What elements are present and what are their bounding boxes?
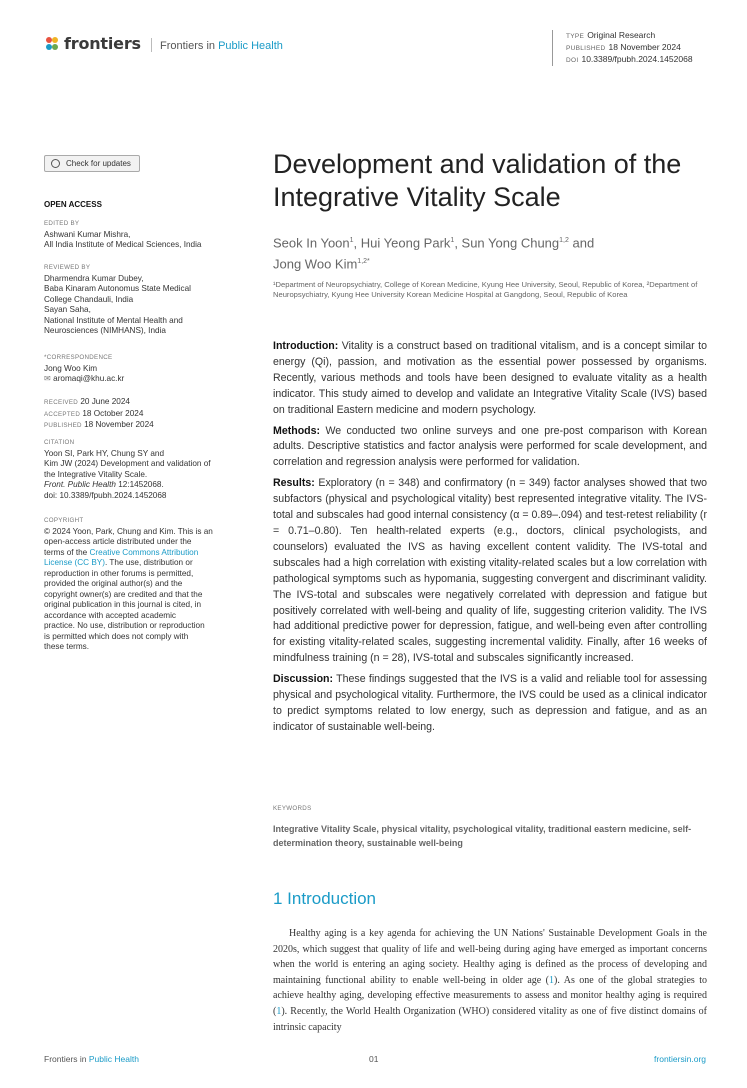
affiliation-marker: 1,2* — [357, 258, 370, 266]
journal-name[interactable] — [151, 38, 283, 52]
reference-link[interactable]: 1 — [276, 1005, 282, 1017]
copyright-line: copyright owner(s) are credited and that the — [44, 589, 203, 599]
abstract — [273, 339, 707, 741]
copyright-line: provided the original author(s) and the — [44, 579, 183, 588]
body-text: ). As one of the global strategies to achieve healthy aging, developing effective measurements to assess and monitor healthy aging is required ( — [273, 974, 707, 1017]
affiliation-marker: 1 — [450, 237, 455, 244]
journal-title: Public Health — [218, 40, 283, 52]
doi-label: DOI — [566, 57, 579, 64]
frontiers-logo-icon — [44, 36, 60, 52]
copyright-line: is permitted which does not comply with — [44, 631, 189, 641]
abstract-text: Exploratory (n = 348) and confirmatory (n = 349) factor analyses showed that two subfactors (physical and psychological vitality) best represented integrative vitality. The IVS-total and subscales had good internal consistency (α = 0.89–.094) and test-retest reliability (r = 0.71–0.80). Ten health-related experts (e.g., doctors, clinical psychologists, and counselors) evaluated the IVS as having excellent content validity. The IVS-total and subscales had a high correlation with existing vitality-related scales but a low correlation with pathological symptoms such as hypomania, suggesting convergent and discriminant validity. The IVS-total and subscales were negatively correlated with depression and fatigue but positively correlated with well-being and quality of life, suggesting criterion validity. The IVS had additional predictive power for depression, fatigue, and well-being even after controlling for existing vitality-related scales, suggesting incremental validity. Finally, after 16 weeks of mindfulness training (n = 28), IVS-total and subscales significantly increased. — [273, 477, 707, 665]
open-access-label: OPEN ACCESS — [44, 200, 102, 209]
copyright-line: original publication in this journal is cited, in — [44, 600, 202, 609]
abstract-heading: Discussion: — [273, 673, 334, 686]
license-link[interactable]: Creative Commons Attribution — [89, 547, 199, 557]
article-title: Development and validation of the Integrative Vitality Scale — [273, 149, 682, 212]
citation-volume: 12:1452068. — [118, 480, 164, 489]
copyright-line: © 2024 Yoon, Park, Chung and Kim. This is an — [44, 526, 213, 536]
citation-line: Yoon SI, Park HY, Chung SY and — [44, 448, 165, 458]
copyright-label: COPYRIGHT — [44, 517, 84, 524]
affiliation-marker: 1,2 — [559, 237, 569, 244]
article-meta — [552, 30, 693, 66]
citation-doi: doi: 10.3389/fpubh.2024.1452068 — [44, 490, 167, 500]
correspondence-label: *CORRESPONDENCE — [44, 354, 113, 361]
accepted-label: ACCEPTED — [44, 410, 81, 418]
affiliation-marker: 1 — [349, 237, 354, 244]
published-label: PUBLISHED — [566, 45, 606, 52]
dates-block — [44, 397, 244, 432]
footer-site-link[interactable]: frontiersin.org — [654, 1054, 706, 1064]
copyright-line: accordance with accepted academic — [44, 610, 176, 620]
abstract-heading: Results: — [273, 477, 315, 490]
correspondence-name: Jong Woo Kim — [44, 363, 98, 373]
check-updates-label: Check for updates — [66, 159, 131, 168]
keywords: Integrative Vitality Scale, physical vitality, psychological vitality, traditional eastern medicine, self-determination theory, sustainable well-being — [273, 824, 692, 848]
reviewer-line: Sayan Saha, — [44, 305, 91, 314]
footer-journal-prefix: Frontiers in — [44, 1054, 87, 1064]
reference-link[interactable]: 1 — [549, 974, 554, 986]
copyright-line: terms of the — [44, 547, 90, 557]
reviewer-line: College Chandauli, India — [44, 294, 134, 304]
footer-journal-name: Public Health — [88, 1054, 139, 1064]
citation-block — [44, 438, 244, 501]
abstract-methods — [273, 424, 707, 472]
correspondence-block — [44, 353, 244, 385]
abstract-heading: Methods: — [273, 424, 321, 437]
citation-label: CITATION — [44, 439, 75, 446]
abstract-text: These findings suggested that the IVS is a valid and reliable tool for assessing physical and psychological vitality. Furthermore, the IVS could be used as a clinical indicator to predict symptoms related to low energy, such as depression and fatigue, and as an indicator of sustainable well-being. — [273, 673, 707, 733]
correspondence-email[interactable]: aromaqi@khu.ac.kr — [53, 374, 125, 383]
author-list — [273, 231, 713, 274]
section-heading: 1 Introduction — [273, 889, 377, 908]
frontiers-logo[interactable] — [44, 34, 141, 53]
citation-line: the Integrative Vitality Scale. — [44, 469, 148, 479]
accepted-date: 18 October 2024 — [82, 408, 144, 418]
editor-line: Ashwani Kumar Mishra, — [44, 229, 131, 239]
license-link[interactable]: License (CC BY) — [44, 558, 105, 567]
update-icon — [51, 159, 60, 168]
check-for-updates-button[interactable] — [44, 155, 140, 172]
body-paragraph — [273, 926, 707, 1035]
doi-value[interactable]: 10.3389/fpubh.2024.1452068 — [581, 54, 693, 64]
received-date: 20 June 2024 — [80, 397, 130, 406]
published-label-side: PUBLISHED — [44, 422, 82, 429]
footer-journal[interactable] — [44, 1054, 139, 1064]
reviewer-line: Neurosciences (NIMHANS), India — [44, 326, 166, 335]
body-text: Healthy aging is a key agenda for achieving the UN Nations' Sustainable Development Goals in the 2020s, which suggest that quality of life and well-being during aging have emerged as important concerns when the world is entering an aging society. Healthy aging is defined as the process of developing and maintaining functional ability to enable well-being in older age ( — [273, 928, 707, 986]
logo-wordmark: frontiers — [64, 34, 141, 53]
type-label: TYPE — [566, 33, 585, 40]
email-icon: ✉ — [44, 374, 51, 383]
reviewed-by-block — [44, 263, 244, 337]
received-label: RECEIVED — [44, 399, 79, 406]
author-name[interactable]: , Hui Yeong Park — [353, 235, 451, 251]
copyright-block — [44, 516, 244, 653]
abstract-heading: Introduction: — [273, 340, 339, 352]
copyright-line: these terms. — [44, 642, 90, 651]
reviewer-line: National Institute of Mental Health and — [44, 315, 183, 325]
abstract-text: We conducted two online surveys and one pre-post comparison with Korean adults. Descriptive statistics and factor analysis were performed for scale development, and correlation and regression analysis were performed for validation. — [273, 424, 707, 469]
author-name[interactable]: , Sun Yong Chung — [454, 235, 560, 251]
abstract-results — [273, 476, 707, 667]
affiliations: ¹Department of Neuropsychiatry, College of Korean Medicine, Kyung Hee University, Seoul, Republic of Korea, ²Department of Neuropsychiatry, Kyung Hee University Korean Medicine Hospital at Gangdong, Seoul, Republic of Korea — [273, 280, 698, 300]
copyright-line: reproduction in other forums is permitted, — [44, 568, 194, 578]
reviewer-line: Baba Kinaram Autonomus State Medical — [44, 284, 192, 293]
abstract-discussion — [273, 672, 707, 736]
keywords-label: KEYWORDS — [273, 805, 312, 812]
citation-journal: Front. Public Health — [44, 480, 116, 489]
reviewed-by-label: REVIEWED BY — [44, 264, 91, 271]
published-date: 18 November 2024 — [84, 420, 154, 429]
copyright-line: open-access article distributed under the — [44, 537, 192, 546]
editor-line: All India Institute of Medical Sciences, India — [44, 240, 202, 249]
edited-by-block — [44, 219, 244, 251]
journal-prefix: Frontiers in — [160, 40, 216, 52]
copyright-line: practice. No use, distribution or reproduction — [44, 621, 205, 630]
author-conjunction: and — [568, 235, 595, 251]
abstract-text: Vitality is a construct based on traditional vitalism, and is a concept similar to energy (Qi), passion, and motivation as the essential power possessed by organisms. Recently, various methods and tools have been designed to evaluate vitality as a health indicator. This study aimed to develop and validate an Integrative Vitality Scale (IVS) based on traditional Eastern medicine and modern psychology. — [273, 340, 707, 416]
divider — [151, 38, 152, 52]
body-text: ). Recently, the World Health Organization (WHO) considered vitality as one of five distinct domains of intrinsic capacity — [273, 1005, 707, 1033]
author-name[interactable]: Seok In Yoon — [273, 235, 350, 251]
published-value: 18 November 2024 — [608, 42, 681, 52]
author-name[interactable]: Jong Woo Kim — [273, 256, 358, 272]
reviewer-line: Dharmendra Kumar Dubey, — [44, 273, 144, 283]
citation-line: Kim JW (2024) Development and validation of — [44, 459, 211, 468]
page-number: 01 — [369, 1054, 379, 1064]
copyright-line: . The use, distribution or — [104, 558, 193, 567]
abstract-introduction — [273, 339, 707, 419]
type-value: Original Research — [587, 30, 656, 40]
edited-by-label: EDITED BY — [44, 220, 80, 227]
